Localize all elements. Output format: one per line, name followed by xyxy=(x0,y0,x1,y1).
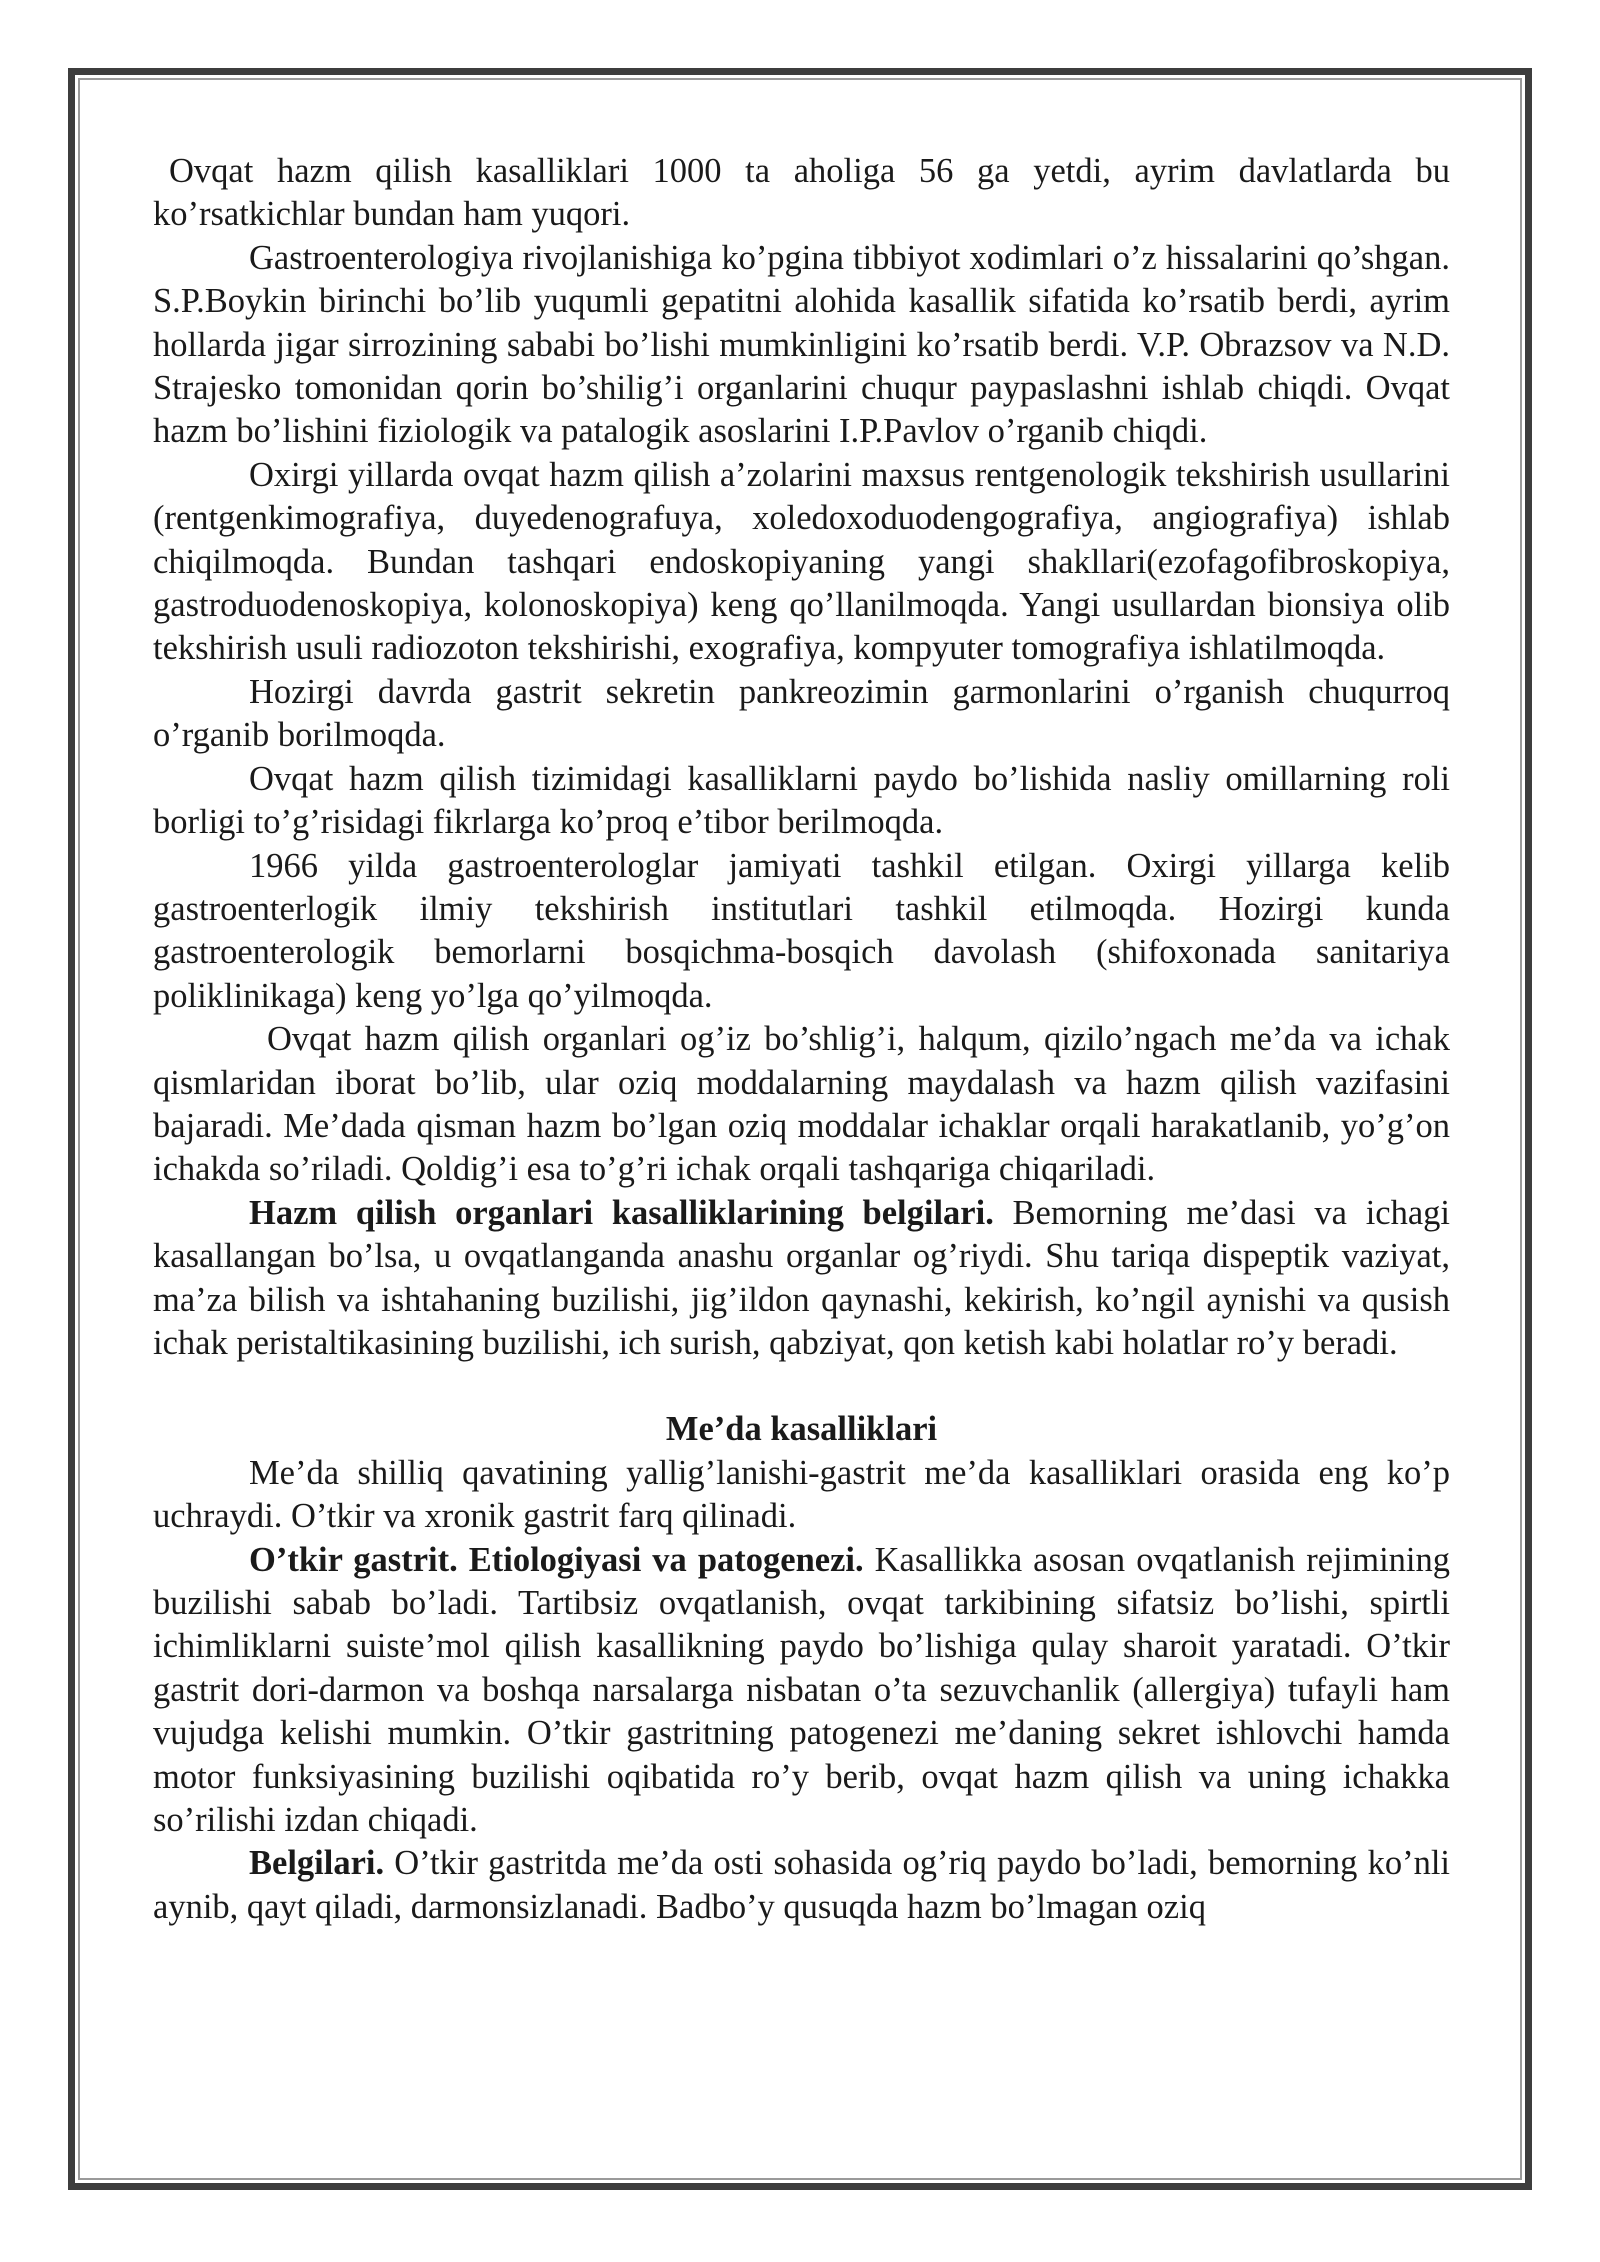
section-paragraph-1-text: Me’da shilliq qavatining yallig’lanishi-gastrit me’da kasalliklari orasida eng ko’p uchraydi. O’tkir va xronik gastrit farq qilinadi. xyxy=(153,1453,1450,1536)
paragraph-4 xyxy=(153,671,1450,758)
section-paragraph-2 xyxy=(153,1539,1450,1843)
section-paragraph-1 xyxy=(153,1452,1450,1539)
paragraph-3 xyxy=(153,454,1450,671)
paragraph-4-text: Hozirgi davrda gastrit sekretin pankreozimin garmonlarini o’rganish chuqurroq o’rganib borilmoqda. xyxy=(153,672,1450,755)
paragraph-6-text: 1966 yilda gastroenterologlar jamiyati tashkil etilgan. Oxirgi yillarga kelib gastroenterlogik ilmiy tekshirish institutlari tashkil etilmoqda. Hozirgi kunda gastroenterologik bemorlarni bosqichma-bosqich davolash (shifoxonada sanitariya poliklinikaga) keng yo’lga qo’yilmoqda. xyxy=(153,846,1450,1015)
paragraph-2-text: Gastroenterologiya rivojlanishiga ko’pgina tibbiyot xodimlari o’z hissalarini qo’shgan. S.P.Boykin birinchi bo’lib yuqumli gepatitni alohida kasallik sifatida ko’rsatib berdi, ayrim hollarda jigar sirrozining sababi bo’lishi mumkinligini ko’rsatib berdi. V.P. Obrazsov va N.D. Strajesko tomonidan qorin bo’shilig’i organlarini chuqur paypaslashni ishlab chiqdi. Ovqat hazm bo’lishini fiziologik va patalogik asoslarini I.P.Pavlov o’rganib chiqdi. xyxy=(153,238,1450,451)
paragraph-7 xyxy=(153,1018,1450,1192)
section-paragraph-3-lead: Belgilari. xyxy=(249,1844,385,1883)
paragraph-8-lead: Hazm qilish organlari kasalliklarining belgilari. xyxy=(249,1193,994,1232)
section-heading: Me’da kasalliklari xyxy=(665,1410,938,1449)
paragraph-1-text: Ovqat hazm qilish kasalliklari 1000 ta aholiga 56 ga yetdi, ayrim davlatlarda bu ko’rsatkichlar bundan ham yuqori. xyxy=(153,152,1450,234)
section-paragraph-2-text: Kasallikka asosan ovqatlanish rejimining buzilishi sabab bo’ladi. Tartibsiz ovqatlanish, ovqat tarkibining sifatsiz bo’lishi, spirtli ichimliklarni suiste’mol qilish kasallikning paydo bo’lishiga qulay sharoit yaratadi. O’tkir gastrit dori-darmon va boshqa narsalarga nisbatan o’ta sezuvchanlik (allergiya) tufayli ham vujudga kelishi mumkin. O’tkir gastritning patogenezi me’daning sekret ishlovchi hamda motor funksiyasining buzilishi oqibatida ro’y berib, ovqat hazm qilish va uning ichakka so’rilishi izdan chiqadi. xyxy=(153,1540,1450,1840)
paragraph-8 xyxy=(153,1192,1450,1366)
paragraph-3-text: Oxirgi yillarda ovqat hazm qilish a’zolarini maxsus rentgenologik tekshirish usullarini (rentgenkimografiya, duyedenografuya, xoledoxoduodengografiya, angiografiya) ishlab chiqilmoqda. Bundan tashqari endoskopiyaning yangi shakllari(ezofagofibroskopiya, gastroduodenoskopiya, kolonoskopiya) keng qo’llanilmoqda. Yangi usullardan bionsiya olib tekshirish usuli radiozoton tekshirishi, exografiya, kompyuter tomografiya ishlatilmoqda. xyxy=(153,455,1450,668)
section-paragraph-2-lead: O’tkir gastrit. Etiologiyasi va patogenezi. xyxy=(249,1540,864,1579)
document-body xyxy=(153,150,1450,1929)
paragraph-5 xyxy=(153,758,1450,845)
paragraph-7-text: Ovqat hazm qilish organlari og’iz bo’shlig’i, halqum, qizilo’ngach me’da va ichak qismlaridan iborat bo’lib, ular oziq moddalarning maydalash va hazm qilish vazifasini bajaradi. Me’dada qisman hazm bo’lgan oziq moddalar ichaklar orqali harakatlanib, yo’g’on ichakda so’riladi. Qoldig’i esa to’g’ri ichak orqali tashqariga chiqariladi. xyxy=(153,1020,1450,1189)
paragraph-1 xyxy=(153,150,1450,237)
paragraph-8-text: Bemorning me’dasi va ichagi kasallangan bo’lsa, u ovqatlanganda anashu organlar og’riydi. Shu tariqa dispeptik vaziyat, ma’za bilish va ishtahaning buzilishi, jig’ildon qaynashi, kekirish, ko’ngil aynishi va qusish ichak peristaltikasining buzilishi, ich surish, qabziyat, qon ketish kabi holatlar ro’y beradi. xyxy=(153,1193,1450,1362)
paragraph-5-text: Ovqat hazm qilish tizimidagi kasalliklarni paydo bo’lishida nasliy omillarning roli borligi to’g’risidagi fikrlarga ko’proq e’tibor berilmoqda. xyxy=(153,759,1450,842)
paragraph-2 xyxy=(153,237,1450,454)
section-paragraph-3 xyxy=(153,1842,1450,1929)
section-paragraph-3-text: O’tkir gastritda me’da osti sohasida og’riq paydo bo’ladi, bemorning ko’nli aynib, qayt qiladi, darmonsizlanadi. Badbo’y qusuqda hazm bo’lmagan oziq xyxy=(153,1844,1450,1926)
paragraph-6 xyxy=(153,845,1450,1019)
